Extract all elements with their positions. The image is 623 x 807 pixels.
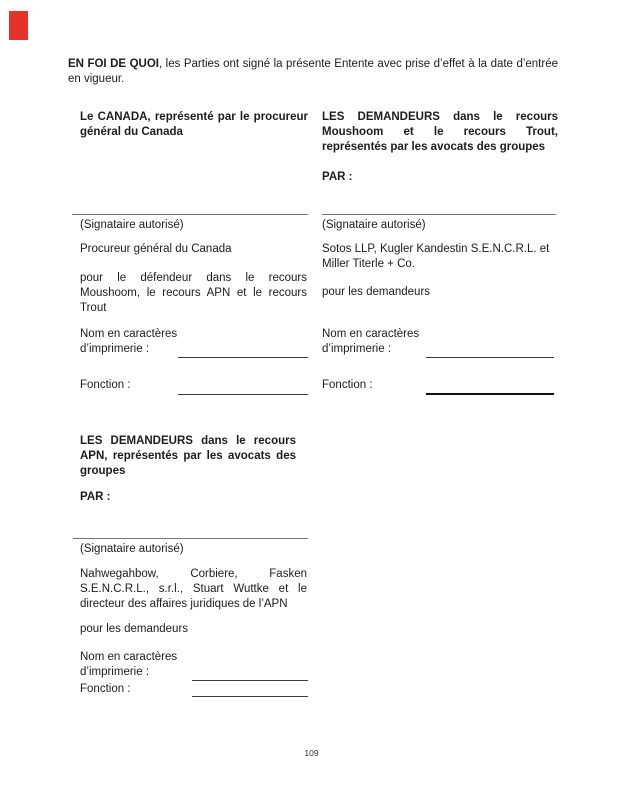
apn-par-label: PAR : bbox=[80, 491, 111, 503]
canada-signer-name: Procureur général du Canada bbox=[80, 243, 232, 255]
page-corner-marker bbox=[9, 11, 28, 40]
moushoom-trout-par-label: PAR : bbox=[322, 171, 353, 183]
intro-rest-text: , les Parties ont signé la présente Entente avec prise d’effet à la date d’entrée en vigueur. bbox=[68, 58, 558, 85]
moushoom-trout-print-name-blank bbox=[426, 357, 554, 358]
apn-print-name-blank bbox=[192, 680, 308, 681]
moushoom-trout-signatory-label: (Signataire autorisé) bbox=[322, 219, 426, 231]
apn-function-blank bbox=[192, 696, 308, 697]
intro-bold-phrase: EN FOI DE QUOI bbox=[68, 58, 159, 70]
canada-role-text: pour le défendeur dans le recours Moushoom, le recours APN et le recours Trout bbox=[80, 272, 307, 314]
canada-header: Le CANADA, représenté par le procureur général du Canada bbox=[80, 111, 308, 138]
canada-signatory-label: (Signataire autorisé) bbox=[80, 219, 184, 231]
moushoom-trout-header: LES DEMANDEURS dans le recours Moushoom et le recours Trout, représentés par les avocats des groupes bbox=[322, 111, 558, 153]
page-number: 109 bbox=[304, 748, 319, 758]
moushoom-trout-function-blank bbox=[426, 393, 554, 395]
apn-print-name-label: Nom en caractères d’imprimerie : bbox=[80, 651, 178, 678]
apn-role-text: pour les demandeurs bbox=[80, 623, 189, 635]
canada-function-label: Fonction : bbox=[80, 379, 131, 391]
apn-header: LES DEMANDEURS dans le recours APN, représentés par les avocats des groupes bbox=[80, 435, 296, 477]
moushoom-trout-print-name-label: Nom en caractères d’imprimerie : bbox=[322, 328, 420, 355]
apn-signature-line bbox=[73, 538, 308, 539]
moushoom-trout-function-label: Fonction : bbox=[322, 379, 373, 391]
canada-print-name-blank bbox=[178, 357, 308, 358]
moushoom-trout-signature-line bbox=[322, 214, 556, 215]
canada-signature-line bbox=[72, 214, 308, 215]
moushoom-trout-role-text: pour les demandeurs bbox=[322, 286, 431, 298]
canada-print-name-label: Nom en caractères d’imprimerie : bbox=[80, 328, 178, 355]
canada-function-blank bbox=[178, 394, 308, 395]
moushoom-trout-signer-name: Sotos LLP, Kugler Kandestin S.E.N.C.R.L. et Miller Titerle + Co. bbox=[322, 243, 550, 270]
intro-paragraph bbox=[68, 57, 558, 87]
apn-signer-name: Nahwegahbow, Corbiere, Fasken S.E.N.C.R.L., s.r.l., Stuart Wuttke et le directeur des affaires juridiques de l’APN bbox=[80, 568, 307, 610]
apn-signatory-label: (Signataire autorisé) bbox=[80, 543, 184, 555]
apn-function-label: Fonction : bbox=[80, 683, 131, 695]
